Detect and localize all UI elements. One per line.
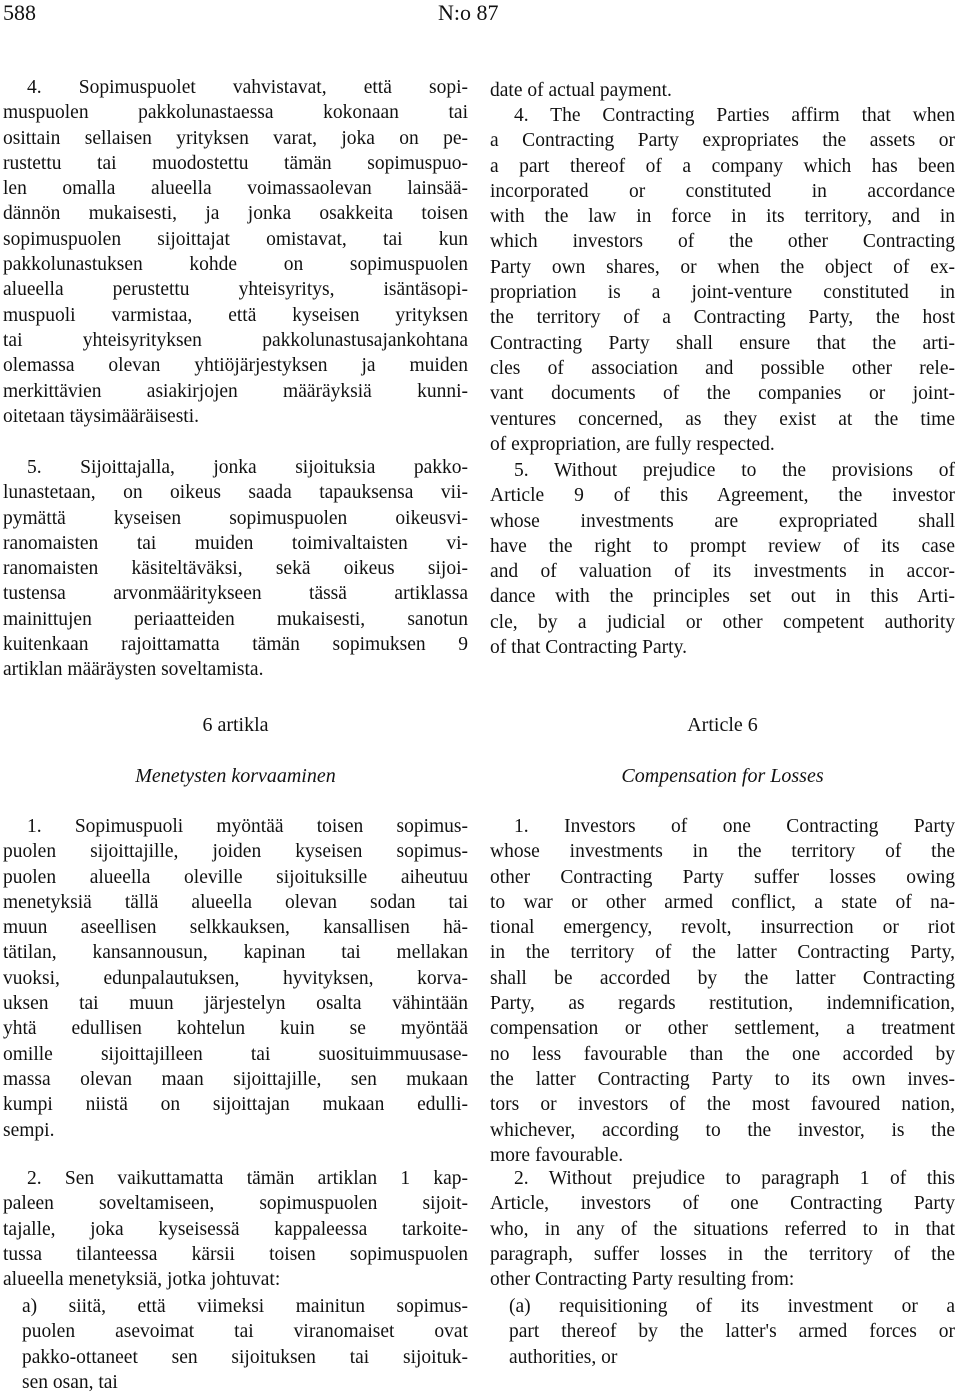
text-line: muspuoli varmistaa, että kyseisen yrityksen	[3, 304, 468, 326]
text-line: kumpi niistä on sijoittajan mukaan edulli-	[3, 1094, 468, 1116]
text-line: dännön mukaisesti, ja jonka osakkeita toisen	[3, 203, 468, 225]
text-line: tai yhteisyrityksen pakkolunastusajankohtana	[3, 329, 468, 351]
text-line: other Contracting Party suffer losses owing	[490, 866, 955, 888]
text-line: artiklan määräysten soveltamista.	[3, 659, 264, 681]
text-line: 1. Investors of one Contracting Party	[514, 816, 955, 837]
text-line: dance with the principles set out in this Arti-	[490, 586, 955, 608]
text-line: with the law in force in its territory, and in	[490, 206, 955, 228]
text-line: sopimuspuolen sijoittajat omistavat, tai kun	[3, 228, 468, 250]
text-line: ranomaisten käsiteltäväksi, sekä oikeus sijoi-	[3, 558, 468, 580]
text-line: 4. Sopimuspuolet vahvistavat, että sopi-	[27, 77, 468, 98]
fi-article-6-paragraph-1	[3, 814, 468, 1143]
text-line: merkittävien asiakirjojen määräyksiä kunni-	[3, 380, 468, 402]
text-line: puolen sijoittajille, joiden kyseisen sopimus-	[3, 841, 468, 863]
text-line: date of actual payment.	[490, 80, 672, 101]
text-line: muun aseellisen selkkauksen, kansallisen hä-	[3, 917, 468, 939]
en-article-6-paragraph-1	[490, 814, 955, 1168]
text-line: tajalle, joka kyseisessä kappaleessa tarkoite-	[3, 1218, 468, 1240]
en-article-title: Compensation for Losses	[621, 765, 824, 787]
text-line: yhtä edullisen kohtelun kuin se myöntää	[3, 1018, 468, 1040]
text-line: the territory of a Contracting Party, the host	[490, 307, 955, 329]
text-line: 5. Sijoittajalla, jonka sijoituksia pakko-	[27, 457, 468, 478]
text-line: part thereof by the latter's armed forces or	[509, 1321, 955, 1343]
text-line: len omalla alueella voimassaolevan lainsää-	[3, 178, 468, 200]
text-line: to war or other armed conflict, a state of na-	[490, 891, 955, 913]
text-line: more favourable.	[490, 1144, 624, 1166]
text-line: a Contracting Party expropriates the assets or	[490, 130, 955, 152]
text-line: pymättä kyseisen sopimuspuolen oikeusvi-	[3, 507, 468, 529]
text-line: 2. Sen vaikuttamatta tämän artiklan 1 kap-	[27, 1168, 468, 1189]
text-line: ranomaisten tai muiden toimivaltaisten vi-	[3, 532, 468, 554]
text-line: pakko-ottaneet sen sijoituksen tai sijoituk-	[22, 1346, 468, 1368]
text-line: authorities, or	[509, 1346, 618, 1368]
text-line: vant documents of the companies or joint-	[490, 383, 955, 405]
text-line: 1. Sopimuspuoli myöntää toisen sopimus-	[27, 816, 468, 837]
text-line: who, in any of the situations referred to in that	[490, 1218, 955, 1240]
text-line: muspuolen pakkolunastaessa kokonaan tai	[3, 102, 468, 124]
text-line: puolen alueella oleville sijoituksille aiheutuu	[3, 866, 468, 888]
en-paragraph-3-end	[490, 78, 955, 103]
text-line: rustettu tai muodostettu tämän sopimuspuo-	[3, 152, 468, 174]
en-article-6-paragraph-2	[490, 1166, 955, 1292]
fi-article-6-paragraph-2	[3, 1166, 468, 1292]
en-paragraph-4	[490, 103, 955, 457]
text-line: uksen tai muun järjestelyn osalta vähintään	[3, 993, 468, 1015]
text-line: menetyksiä tällä alueella olevan sodan tai	[3, 891, 468, 913]
text-line: Contracting Party shall ensure that the arti-	[490, 332, 955, 354]
fi-paragraph-4	[3, 75, 468, 429]
page-header	[0, 0, 960, 30]
text-line: incorporated or constituted in accordance	[490, 180, 955, 202]
text-line: mainittujen periaatteiden mukaisesti, sanotun	[3, 608, 468, 630]
text-line: cles of association and possible other rele-	[490, 357, 955, 379]
text-line: 4. The Contracting Parties affirm that when	[514, 105, 955, 126]
text-line: tional emergency, revolt, insurrection or riot	[490, 917, 955, 939]
text-line: oitetaan täysimääräisesti.	[3, 405, 200, 427]
page-number: 588	[3, 0, 36, 25]
text-line: (a) requisitioning of its investment or a	[509, 1296, 955, 1317]
text-line: Party, as regards restitution, indemnification,	[490, 993, 955, 1015]
text-line: omille sijoittajilleen tai suosituimmuusase-	[3, 1043, 468, 1065]
text-line: whose investments in the territory of the	[490, 841, 955, 863]
text-line: paleen soveltamiseen, sopimuspuolen sijoit-	[3, 1193, 468, 1215]
text-line: shall be accorded by the latter Contracting	[490, 967, 955, 989]
en-article-6-paragraph-2a	[490, 1294, 955, 1370]
text-line: the latter Contracting Party to its own inves-	[490, 1068, 955, 1090]
text-line: alueella menetyksiä, jotka johtuvat:	[3, 1269, 281, 1291]
fi-article-6-paragraph-2a	[3, 1294, 468, 1395]
text-line: Party own shares, or when the object of ex-	[490, 256, 955, 278]
text-line: a part thereof of a company which has been	[490, 155, 955, 177]
text-line: osittain sellaisen yrityksen varat, joka on pe-	[3, 127, 468, 149]
text-line: tors or investors of the most favoured nation,	[490, 1094, 955, 1116]
fi-article-heading: 6 artikla	[202, 714, 269, 736]
text-line: whichever, according to the investor, is the	[490, 1119, 955, 1141]
text-line: of that Contracting Party.	[490, 637, 687, 659]
text-line: lunastetaan, on oikeus saada tapauksensa vii-	[3, 482, 468, 504]
text-line: which investors of the other Contracting	[490, 231, 955, 253]
text-line: Article 9 of this Agreement, the investor	[490, 485, 955, 507]
text-line: vuoksi, edunpalautuksen, hyvityksen, korva-	[3, 967, 468, 989]
text-line: have the right to prompt review of its case	[490, 535, 955, 557]
text-line: Article, investors of one Contracting Party	[490, 1193, 955, 1215]
text-line: massa olevan maan sijoittajille, sen mukaan	[3, 1068, 468, 1090]
text-line: pakkolunastuksen kohde on sopimuspuolen	[3, 254, 468, 276]
text-line: sen osan, tai	[22, 1371, 118, 1393]
text-line: tussa tilanteessa kärsii toisen sopimuspuolen	[3, 1243, 468, 1265]
text-line: 5. Without prejudice to the provisions of	[514, 460, 955, 481]
text-line: paragraph, suffer losses in the territory of the	[490, 1243, 955, 1265]
text-line: alueella perustettu yhteisyritys, isäntäsopi-	[3, 279, 468, 301]
text-line: and of valuation of its investments in accor-	[490, 561, 955, 583]
text-line: of expropriation, are fully respected.	[490, 433, 775, 455]
text-line: no less favourable than the one accorded by	[490, 1043, 955, 1065]
text-line: in the territory of the latter Contracting Party,	[490, 942, 955, 964]
text-line: olemassa olevan yhtiöjärjestyksen ja muiden	[3, 355, 468, 377]
en-paragraph-5	[490, 458, 955, 660]
fi-paragraph-5	[3, 455, 468, 683]
text-line: other Contracting Party resulting from:	[490, 1269, 795, 1291]
en-article-heading: Article 6	[687, 714, 758, 736]
text-line: tustensa arvonmääritykseen tässä artiklassa	[3, 583, 468, 605]
text-line: propriation is a joint-venture constituted in	[490, 282, 955, 304]
issue-number: N:o 87	[438, 0, 499, 25]
text-line: whose investments are expropriated shall	[490, 510, 955, 532]
fi-article-title: Menetysten korvaaminen	[135, 765, 336, 787]
text-line: a) siitä, että viimeksi mainitun sopimus-	[22, 1296, 468, 1317]
text-line: ventures concerned, as they exist at the time	[490, 408, 955, 430]
text-line: tätilan, kansannousun, kapinan tai mellakan	[3, 942, 468, 964]
text-line: sempi.	[3, 1119, 55, 1141]
text-line: kuitenkaan rajoittamatta tämän sopimuksen 9	[3, 634, 468, 656]
text-line: compensation or other settlement, a treatment	[490, 1018, 955, 1040]
text-line: cle, by a judicial or other competent authority	[490, 611, 955, 633]
text-line: puolen asevoimat tai viranomaiset ovat	[22, 1321, 468, 1343]
text-line: 2. Without prejudice to paragraph 1 of this	[514, 1168, 955, 1189]
